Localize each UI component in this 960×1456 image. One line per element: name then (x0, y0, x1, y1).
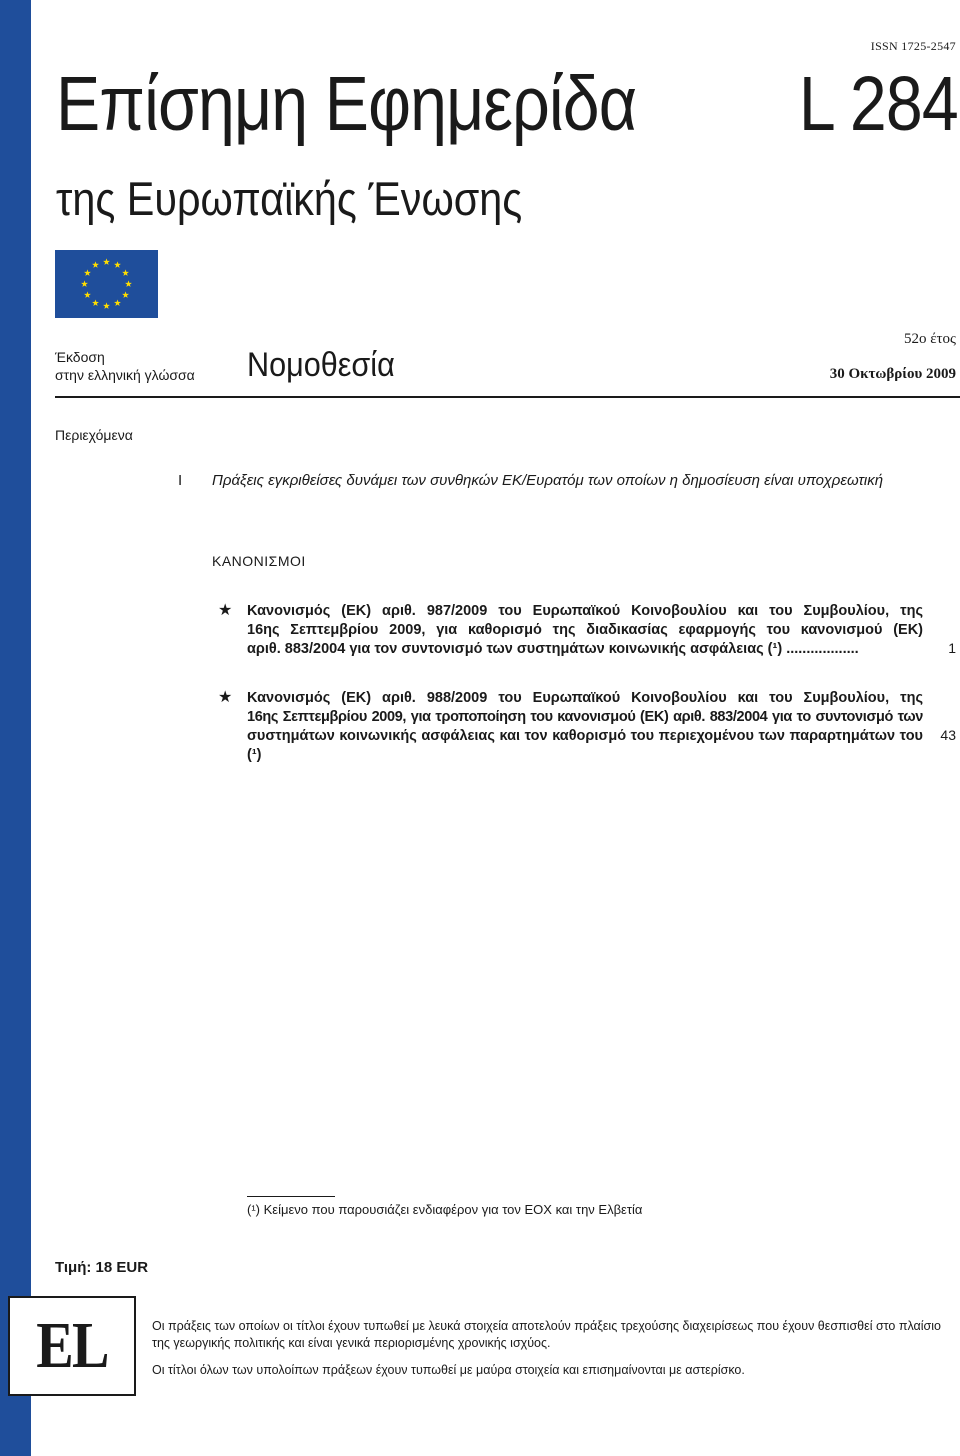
price: Τιμή: 18 EUR (55, 1259, 149, 1276)
year-label: 52ο έτος (903, 331, 956, 347)
issue-date: 30 Οκτωβρίου 2009 (829, 366, 956, 382)
language-box (8, 1296, 136, 1396)
star-icon: ★ (218, 689, 233, 706)
issn: ISSN 1725-2547 (870, 39, 956, 53)
entry-line: αριθ. 883/2004 για τον συντονισμό των συστημάτων κοινωνικής ασφάλειας (¹) .................. (247, 641, 859, 657)
section-name: Νομοθεσία (247, 346, 395, 384)
footnote-divider (247, 1196, 335, 1197)
category-heading: ΚΑΝΟΝΙΣΜΟΙ (212, 553, 306, 569)
journal-title: Επίσημη Εφημερίδα (56, 61, 637, 147)
eu-flag-icon (55, 250, 158, 318)
contents-entry[interactable] (247, 602, 923, 659)
entry-line: Κανονισμός (ΕΚ) αριθ. 988/2009 του Ευρωπαϊκού Κοινοβουλίου και του Συμβουλίου, της (247, 690, 923, 706)
edition-line-2: στην ελληνική γλώσσα (55, 367, 195, 383)
note-paragraph-1: Οι πράξεις των οποίων οι τίτλοι έχουν τυπωθεί με λευκά στοιχεία αποτελούν πράξεις τρεχούσης διαχειρίσεως που έχουν θεσπισθεί στο πλαίσιο της γεωργικής πολιτικής και είναι γενικά περιορισμένης χρονικής ισχύος. (152, 1319, 941, 1350)
contents-entry[interactable] (247, 689, 923, 765)
star-icon: ★ (218, 602, 233, 619)
entry-page-number[interactable]: 1 (948, 640, 956, 656)
language-code: EL (36, 1309, 108, 1382)
header-divider (55, 396, 960, 398)
edition-line-1: Έκδοση (55, 349, 105, 365)
entry-page-number[interactable]: 43 (940, 727, 956, 743)
footnote: (¹) Κείμενο που παρουσιάζει ενδιαφέρον για τον ΕΟΧ και την Ελβετία (247, 1202, 643, 1217)
note-paragraph-2: Οι τίτλοι όλων των υπολοίπων πράξεων έχουν τυπωθεί με μαύρα στοιχεία και επισημαίνονται με αστερίσκο. (152, 1363, 745, 1377)
entry-line: 16ης Σεπτεμβρίου 2009, για τροποποίηση του κανονισμού (ΕΚ) αριθ. 883/2004 για το συντονισμό των (247, 709, 923, 725)
journal-subtitle: της Ευρωπαϊκής Ένωσης (56, 172, 523, 225)
edition-label (55, 348, 195, 384)
contents-heading: Περιεχόμενα (55, 427, 133, 443)
series-number: L 284 (799, 61, 958, 147)
part-title: Πράξεις εγκριθείσες δυνάμει των συνθηκών ΕΚ/Ευρατόμ των οποίων η δημοσίευση είναι υποχρεωτική (212, 472, 884, 489)
part-number: I (178, 472, 183, 489)
entry-line: συστημάτων κοινωνικής ασφάλειας και τον καθορισμό του περιεχομένου των παραρτημάτων του (¹) (247, 728, 923, 763)
entry-line: Κανονισμός (ΕΚ) αριθ. 987/2009 του Ευρωπαϊκού Κοινοβουλίου και του Συμβουλίου, της (247, 603, 923, 619)
entry-line: 16ης Σεπτεμβρίου 2009, για καθορισμό της διαδικασίας εφαρμογής του κανονισμού (ΕΚ) (247, 622, 923, 638)
left-color-band (0, 0, 31, 1456)
